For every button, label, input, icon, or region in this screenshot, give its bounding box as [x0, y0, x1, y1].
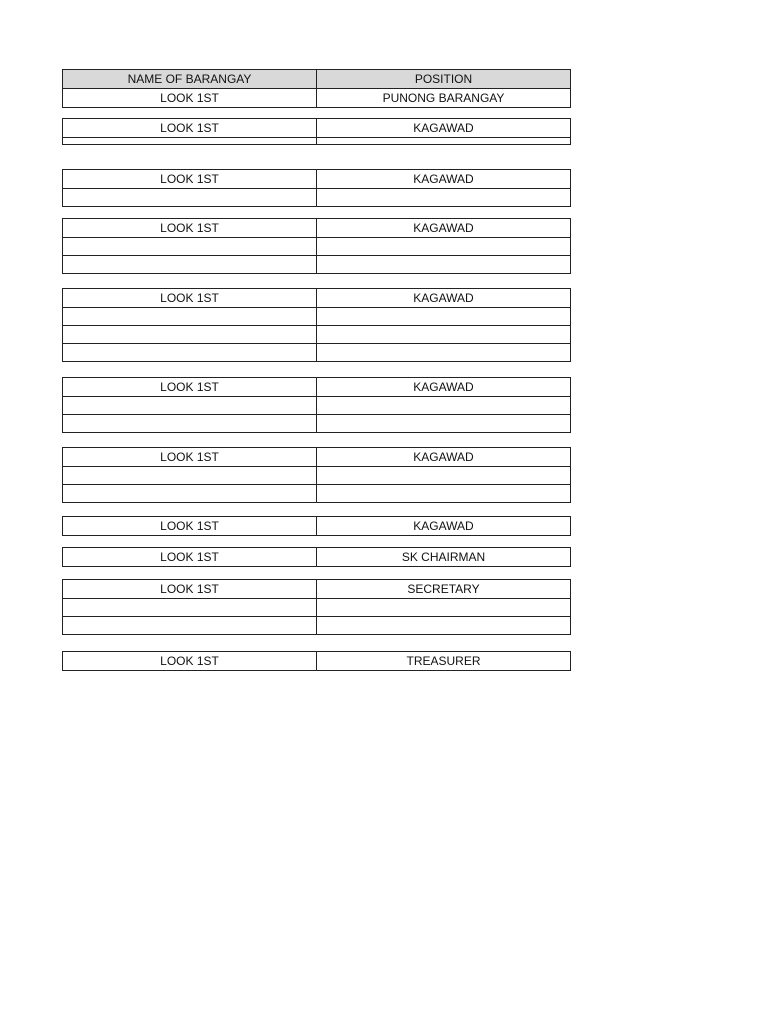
table-row	[63, 448, 571, 467]
table-row	[63, 119, 571, 138]
barangay-name-cell: LOOK 1ST	[63, 652, 317, 671]
position-cell	[317, 238, 571, 256]
position-cell	[317, 326, 571, 344]
table-row	[63, 89, 571, 108]
barangay-name-cell: LOOK 1ST	[63, 517, 317, 536]
position-cell: KAGAWAD	[317, 378, 571, 397]
officials-table-group	[62, 651, 571, 671]
position-cell: SK CHAIRMAN	[317, 548, 571, 567]
barangay-name-cell	[63, 485, 317, 503]
barangay-name-cell: LOOK 1ST	[63, 89, 317, 108]
barangay-name-cell: LOOK 1ST	[63, 378, 317, 397]
position-cell	[317, 467, 571, 485]
position-cell: KAGAWAD	[317, 448, 571, 467]
position-cell	[317, 189, 571, 207]
barangay-name-cell	[63, 238, 317, 256]
position-cell: KAGAWAD	[317, 119, 571, 138]
officials-table-group	[62, 547, 571, 567]
table-row	[63, 485, 571, 503]
position-cell: PUNONG BARANGAY	[317, 89, 571, 108]
table-row	[63, 415, 571, 433]
position-cell	[317, 485, 571, 503]
barangay-name-cell	[63, 397, 317, 415]
table-row	[63, 256, 571, 274]
table-row	[63, 170, 571, 189]
header-name-of-barangay: NAME OF BARANGAY	[63, 70, 317, 89]
barangay-name-cell: LOOK 1ST	[63, 448, 317, 467]
table-row	[63, 344, 571, 362]
position-cell	[317, 617, 571, 635]
barangay-name-cell: LOOK 1ST	[63, 170, 317, 189]
position-cell	[317, 397, 571, 415]
position-cell	[317, 415, 571, 433]
officials-table-group	[62, 516, 571, 536]
barangay-name-cell: LOOK 1ST	[63, 548, 317, 567]
officials-table-group	[62, 377, 571, 433]
table-row	[63, 599, 571, 617]
position-cell	[317, 344, 571, 362]
position-cell: KAGAWAD	[317, 289, 571, 308]
position-cell: TREASURER	[317, 652, 571, 671]
header-row	[63, 70, 571, 89]
position-cell	[317, 308, 571, 326]
position-cell: KAGAWAD	[317, 219, 571, 238]
officials-table-header-group	[62, 69, 571, 108]
officials-table-group	[62, 288, 571, 362]
table-row	[63, 189, 571, 207]
table-row	[63, 652, 571, 671]
table-row	[63, 397, 571, 415]
position-cell: KAGAWAD	[317, 517, 571, 536]
table-row	[63, 548, 571, 567]
officials-table-group	[62, 169, 571, 207]
table-row	[63, 467, 571, 485]
barangay-name-cell	[63, 599, 317, 617]
table-row	[63, 238, 571, 256]
barangay-name-cell: LOOK 1ST	[63, 580, 317, 599]
table-row	[63, 326, 571, 344]
table-row	[63, 138, 571, 145]
table-row	[63, 378, 571, 397]
barangay-name-cell	[63, 467, 317, 485]
barangay-name-cell	[63, 138, 317, 145]
header-position: POSITION	[317, 70, 571, 89]
officials-table-group	[62, 218, 571, 274]
table-row	[63, 219, 571, 238]
barangay-name-cell: LOOK 1ST	[63, 119, 317, 138]
table-row	[63, 580, 571, 599]
barangay-name-cell	[63, 415, 317, 433]
position-cell: SECRETARY	[317, 580, 571, 599]
position-cell	[317, 138, 571, 145]
position-cell: KAGAWAD	[317, 170, 571, 189]
officials-table-group	[62, 447, 571, 503]
position-cell	[317, 599, 571, 617]
barangay-name-cell: LOOK 1ST	[63, 219, 317, 238]
barangay-name-cell	[63, 308, 317, 326]
barangay-name-cell	[63, 326, 317, 344]
table-row	[63, 617, 571, 635]
table-row	[63, 517, 571, 536]
table-row	[63, 308, 571, 326]
position-cell	[317, 256, 571, 274]
barangay-name-cell	[63, 256, 317, 274]
barangay-name-cell	[63, 344, 317, 362]
barangay-name-cell: LOOK 1ST	[63, 289, 317, 308]
officials-table-group	[62, 118, 571, 145]
barangay-name-cell	[63, 189, 317, 207]
officials-table-group	[62, 579, 571, 635]
table-row	[63, 289, 571, 308]
barangay-name-cell	[63, 617, 317, 635]
